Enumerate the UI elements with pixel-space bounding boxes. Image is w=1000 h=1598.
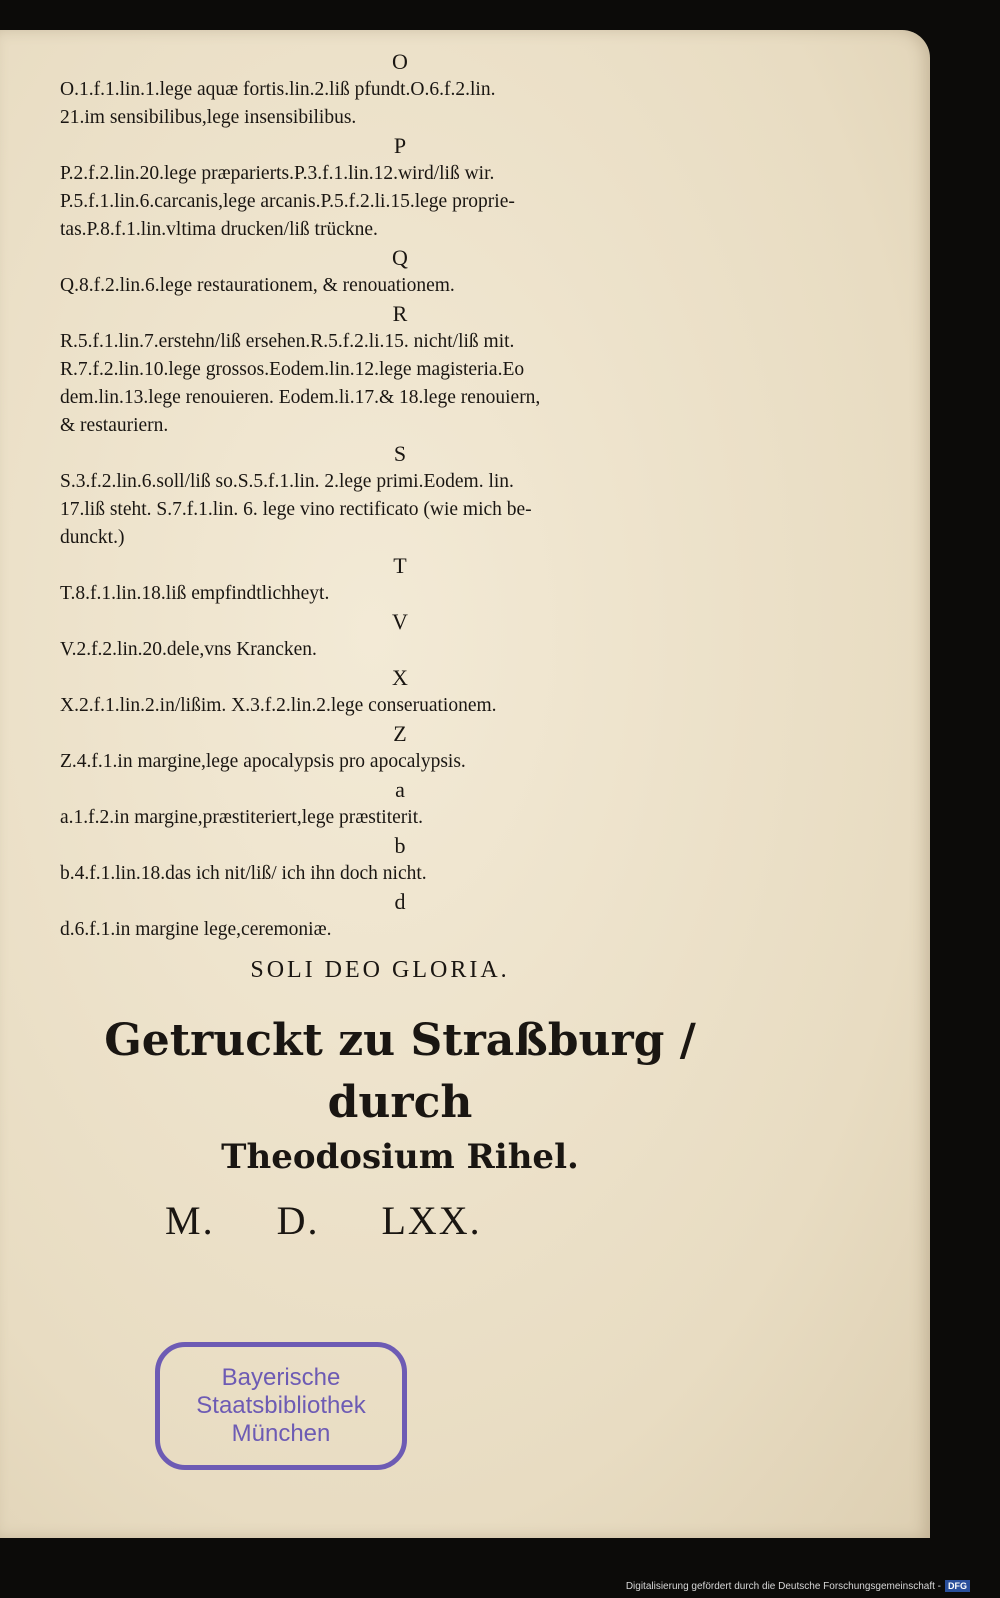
errata-line: 17.liß steht. S.7.f.1.lin. 6. lege vino rectificato (wie mich be-	[60, 499, 532, 520]
footer-credit	[626, 1580, 970, 1592]
section-letter: Q	[392, 245, 408, 270]
errata-line: S.3.f.2.lin.6.soll/liß so.S.5.f.1.lin. 2.lege primi.Eodem. lin.	[60, 471, 514, 492]
section-letter: P	[393, 133, 407, 158]
errata-entry	[60, 860, 700, 888]
imprint-line-1: Getruckt zu Straßburg / durch	[104, 1015, 696, 1128]
errata-line: R.7.f.2.lin.10.lege grossos.Eodem.lin.12.lege magisteria.Eo	[60, 359, 525, 380]
section-letter: V	[392, 609, 408, 634]
errata-line: d.6.f.1.in margine lege,ceremoniæ.	[60, 919, 332, 940]
errata-entry	[60, 916, 700, 944]
errata-entry	[60, 580, 700, 608]
errata-line: 21.im sensibilibus,lege insensibilibus.	[60, 107, 357, 128]
section-letter: d	[394, 889, 406, 914]
errata-entry	[60, 804, 700, 832]
errata-line: dem.lin.13.lege renouieren. Eodem.li.17.& 18.lege renouiern,	[60, 387, 541, 408]
section-letter: b	[394, 833, 406, 858]
errata-line: R.5.f.1.lin.7.erstehn/liß ersehen.R.5.f.2.li.15. nicht/liß mit.	[60, 331, 515, 352]
section-letter: R	[392, 301, 408, 326]
section-letter: X	[392, 665, 408, 690]
errata-entry	[60, 328, 700, 440]
errata-line: P.2.f.2.lin.20.lege præparierts.P.3.f.1.lin.12.wird/liß wir.	[60, 163, 495, 184]
errata-line: b.4.f.1.lin.18.das ich nit/liß/ ich ihn doch nicht.	[60, 863, 427, 884]
errata-entry	[60, 160, 700, 244]
errata-line: Q.8.f.2.lin.6.lege restaurationem, & renouationem.	[60, 275, 455, 296]
imprint-date: M. D. LXX.	[165, 1198, 482, 1243]
errata-text	[60, 48, 700, 1256]
errata-line: P.5.f.1.lin.6.carcanis,lege arcanis.P.5.f.2.li.15.lege proprie-	[60, 191, 515, 212]
section-letter: Z	[393, 721, 407, 746]
footer-text: Digitalisierung gefördert durch die Deutsche Forschungsgemeinschaft -	[625, 1580, 941, 1592]
stamp-line-2: Staatsbibliothek	[196, 1392, 366, 1419]
errata-line: X.2.f.1.lin.2.in/lißim. X.3.f.2.lin.2.lege conseruationem.	[60, 695, 497, 716]
section-letter: a	[395, 777, 405, 802]
errata-entry	[60, 76, 700, 132]
motto: SOLI DEO GLORIA.	[250, 957, 510, 983]
errata-entry	[60, 272, 700, 300]
errata-line: V.2.f.2.lin.20.dele,vns Krancken.	[60, 639, 317, 660]
errata-entry	[60, 636, 700, 664]
errata-line: dunckt.)	[60, 527, 125, 548]
errata-entry	[60, 468, 700, 552]
book-page	[0, 30, 930, 1538]
errata-line: T.8.f.1.lin.18.liß empfindtlichheyt.	[60, 583, 330, 604]
errata-entry	[60, 748, 700, 776]
section-letter: T	[393, 553, 407, 578]
errata-line: O.1.f.1.lin.1.lege aquæ fortis.lin.2.liß pfundt.O.6.f.2.lin.	[60, 79, 496, 100]
errata-line: tas.P.8.f.1.lin.vltima drucken/liß trücknе.	[60, 219, 378, 240]
imprint-line-2: Theodosium Rihel.	[221, 1137, 579, 1177]
dfg-logo: DFG	[945, 1580, 970, 1592]
stamp-line-1: Bayerische	[221, 1364, 341, 1391]
library-stamp	[155, 1342, 407, 1470]
errata-line: a.1.f.2.in margine,præstitеriert,lege præstiterit.	[60, 807, 424, 828]
errata-line: & restauriern.	[60, 415, 169, 436]
stamp-line-3: München	[231, 1420, 331, 1447]
errata-entry	[60, 692, 700, 720]
section-letter: S	[393, 441, 407, 466]
errata-line: Z.4.f.1.in margine,lege apocalypsis pro apocalypsis.	[60, 751, 466, 772]
section-letter: O	[392, 49, 408, 74]
